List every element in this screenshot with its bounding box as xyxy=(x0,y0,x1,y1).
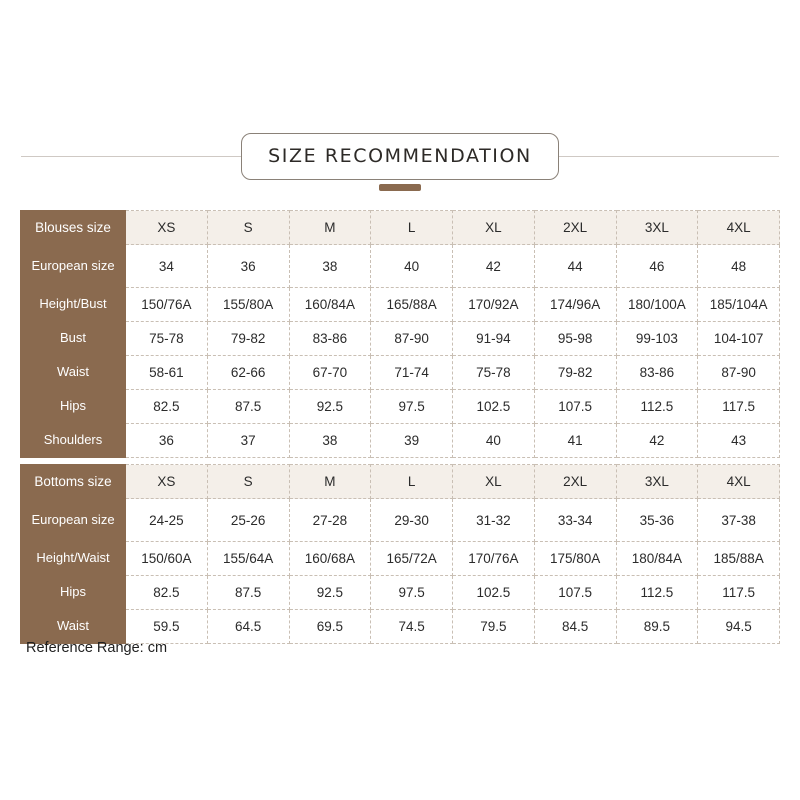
table-cell: 33-34 xyxy=(534,499,616,542)
table-header-label: Blouses size xyxy=(21,211,126,245)
size-column-header: 4XL xyxy=(698,211,780,245)
table-cell: 25-26 xyxy=(207,499,289,542)
row-label: Height/Waist xyxy=(21,542,126,576)
table-cell: 42 xyxy=(616,424,698,458)
row-label: European size xyxy=(21,499,126,542)
size-column-header: XL xyxy=(453,211,535,245)
table-cell: 29-30 xyxy=(371,499,453,542)
table-cell: 62-66 xyxy=(207,356,289,390)
table-cell: 46 xyxy=(616,245,698,288)
table-cell: 74.5 xyxy=(371,610,453,644)
table-cell: 102.5 xyxy=(453,390,535,424)
table-cell: 83-86 xyxy=(616,356,698,390)
size-column-header: XS xyxy=(126,211,208,245)
table-cell: 41 xyxy=(534,424,616,458)
table-cell: 83-86 xyxy=(289,322,371,356)
table-cell: 44 xyxy=(534,245,616,288)
table-cell: 69.5 xyxy=(289,610,371,644)
size-column-header: L xyxy=(371,465,453,499)
table-cell: 89.5 xyxy=(616,610,698,644)
size-column-header: 3XL xyxy=(616,211,698,245)
table-cell: 84.5 xyxy=(534,610,616,644)
table-cell: 67-70 xyxy=(289,356,371,390)
table-cell: 79-82 xyxy=(207,322,289,356)
size-column-header: M xyxy=(289,211,371,245)
row-label: Hips xyxy=(21,390,126,424)
table-cell: 48 xyxy=(698,245,780,288)
size-column-header: L xyxy=(371,211,453,245)
reference-range-note: Reference Range: cm xyxy=(26,640,168,656)
bottoms-size-table xyxy=(20,464,780,644)
table-cell: 39 xyxy=(371,424,453,458)
bottoms-table-body xyxy=(21,465,780,644)
table-cell: 92.5 xyxy=(289,390,371,424)
table-cell: 79-82 xyxy=(534,356,616,390)
table-cell: 97.5 xyxy=(371,576,453,610)
row-label: European size xyxy=(21,245,126,288)
table-cell: 185/104A xyxy=(698,288,780,322)
blouses-table-body xyxy=(21,211,780,458)
table-cell: 82.5 xyxy=(126,390,208,424)
table-cell: 160/68A xyxy=(289,542,371,576)
table-cell: 59.5 xyxy=(126,610,208,644)
table-cell: 38 xyxy=(289,424,371,458)
table-cell: 94.5 xyxy=(698,610,780,644)
table-cell: 92.5 xyxy=(289,576,371,610)
header-rule-right xyxy=(559,156,779,157)
table-cell: 175/80A xyxy=(534,542,616,576)
table-row xyxy=(21,576,780,610)
table-row xyxy=(21,245,780,288)
table-header-row xyxy=(21,211,780,245)
size-column-header: XL xyxy=(453,465,535,499)
table-cell: 95-98 xyxy=(534,322,616,356)
table-cell: 165/88A xyxy=(371,288,453,322)
table-cell: 112.5 xyxy=(616,576,698,610)
table-cell: 174/96A xyxy=(534,288,616,322)
table-cell: 91-94 xyxy=(453,322,535,356)
table-cell: 112.5 xyxy=(616,390,698,424)
table-cell: 27-28 xyxy=(289,499,371,542)
size-column-header: 4XL xyxy=(698,465,780,499)
table-cell: 117.5 xyxy=(698,576,780,610)
size-column-header: 3XL xyxy=(616,465,698,499)
table-row xyxy=(21,424,780,458)
table-cell: 35-36 xyxy=(616,499,698,542)
row-label: Shoulders xyxy=(21,424,126,458)
table-cell: 58-61 xyxy=(126,356,208,390)
table-cell: 75-78 xyxy=(126,322,208,356)
table-cell: 40 xyxy=(453,424,535,458)
table-header-label: Bottoms size xyxy=(21,465,126,499)
table-cell: 104-107 xyxy=(698,322,780,356)
row-label: Bust xyxy=(21,322,126,356)
table-cell: 180/84A xyxy=(616,542,698,576)
header-rule-left xyxy=(21,156,241,157)
size-column-header: 2XL xyxy=(534,465,616,499)
table-row xyxy=(21,390,780,424)
table-cell: 87.5 xyxy=(207,576,289,610)
size-column-header: S xyxy=(207,465,289,499)
blouses-size-table xyxy=(20,210,780,458)
table-cell: 31-32 xyxy=(453,499,535,542)
table-cell: 97.5 xyxy=(371,390,453,424)
row-label: Waist xyxy=(21,610,126,644)
table-row xyxy=(21,356,780,390)
table-cell: 42 xyxy=(453,245,535,288)
table-cell: 87-90 xyxy=(371,322,453,356)
bottoms-size-table-wrap xyxy=(20,464,780,644)
table-cell: 40 xyxy=(371,245,453,288)
table-cell: 24-25 xyxy=(126,499,208,542)
row-label: Height/Bust xyxy=(21,288,126,322)
table-cell: 150/60A xyxy=(126,542,208,576)
title-underline-accent xyxy=(379,184,421,191)
table-cell: 43 xyxy=(698,424,780,458)
page-header xyxy=(0,118,800,194)
table-cell: 36 xyxy=(207,245,289,288)
table-cell: 36 xyxy=(126,424,208,458)
blouses-size-table-wrap xyxy=(20,210,780,458)
size-column-header: M xyxy=(289,465,371,499)
size-column-header: 2XL xyxy=(534,211,616,245)
size-column-header: S xyxy=(207,211,289,245)
table-cell: 82.5 xyxy=(126,576,208,610)
table-cell: 170/76A xyxy=(453,542,535,576)
table-cell: 155/64A xyxy=(207,542,289,576)
table-cell: 102.5 xyxy=(453,576,535,610)
table-cell: 150/76A xyxy=(126,288,208,322)
table-cell: 71-74 xyxy=(371,356,453,390)
table-cell: 107.5 xyxy=(534,390,616,424)
table-row xyxy=(21,542,780,576)
table-cell: 99-103 xyxy=(616,322,698,356)
table-cell: 185/88A xyxy=(698,542,780,576)
table-cell: 38 xyxy=(289,245,371,288)
table-cell: 75-78 xyxy=(453,356,535,390)
table-cell: 170/92A xyxy=(453,288,535,322)
row-label: Hips xyxy=(21,576,126,610)
table-cell: 87.5 xyxy=(207,390,289,424)
table-cell: 79.5 xyxy=(453,610,535,644)
table-row xyxy=(21,499,780,542)
page-title: SIZE RECOMMENDATION xyxy=(268,144,532,167)
table-cell: 37 xyxy=(207,424,289,458)
row-label: Waist xyxy=(21,356,126,390)
table-cell: 37-38 xyxy=(698,499,780,542)
table-row xyxy=(21,288,780,322)
table-cell: 87-90 xyxy=(698,356,780,390)
table-cell: 160/84A xyxy=(289,288,371,322)
table-cell: 165/72A xyxy=(371,542,453,576)
table-cell: 180/100A xyxy=(616,288,698,322)
table-row xyxy=(21,610,780,644)
size-column-header: XS xyxy=(126,465,208,499)
page-title-box xyxy=(241,133,559,180)
table-cell: 64.5 xyxy=(207,610,289,644)
table-cell: 117.5 xyxy=(698,390,780,424)
table-header-row xyxy=(21,465,780,499)
table-cell: 34 xyxy=(126,245,208,288)
table-cell: 107.5 xyxy=(534,576,616,610)
table-row xyxy=(21,322,780,356)
table-cell: 155/80A xyxy=(207,288,289,322)
